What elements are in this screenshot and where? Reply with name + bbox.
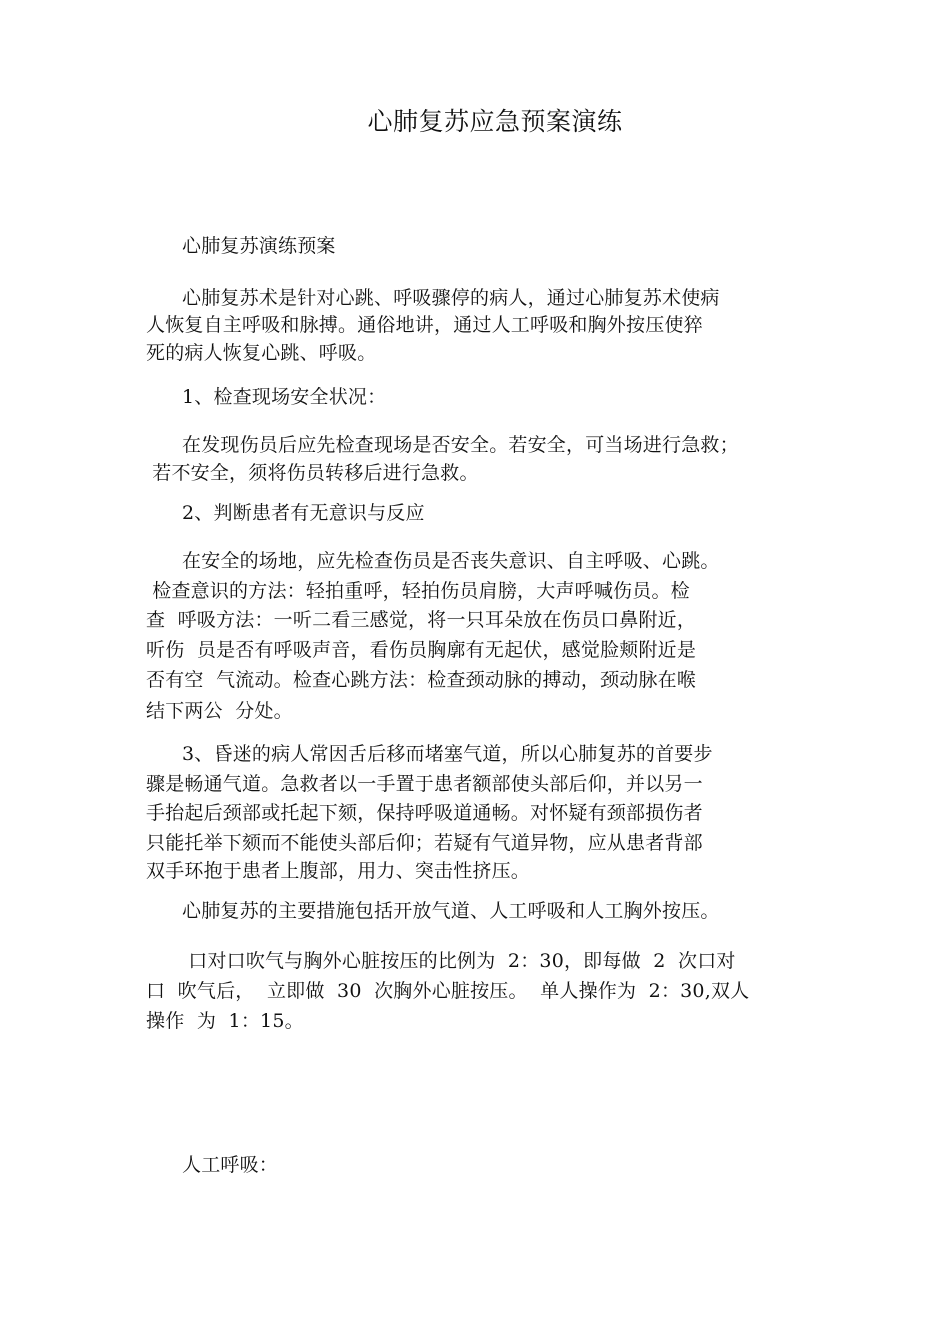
step2-line: 检查意识的方法：轻拍重呼，轻拍伤员肩膀，大声呼喊伤员。检 <box>146 580 690 602</box>
step2-heading: 2、判断患者有无意识与反应 <box>182 502 425 524</box>
ratio-line: 口 吹气后， 立即做 30 次胸外心脏按压。 单人操作为 2：30,双人 <box>146 980 750 1002</box>
step2-line: 查 呼吸方法：一听二看三感觉，将一只耳朵放在伤员口鼻附近， <box>146 609 697 631</box>
artificial-respiration-heading: 人工呼吸： <box>182 1154 279 1176</box>
step3-line: 3、昏迷的病人常因舌后移而堵塞气道，所以心肺复苏的首要步 <box>182 743 713 765</box>
step2-line: 结下两公 分处。 <box>146 700 293 722</box>
page-title: 心肺复苏应急预案演练 <box>367 107 623 136</box>
intro-line: 死的病人恢复心跳、呼吸。 <box>146 342 377 364</box>
intro-line: 人恢复自主呼吸和脉搏。通俗地讲，通过人工呼吸和胸外按压使猝 <box>146 314 703 336</box>
step2-line: 否有空 气流动。检查心跳方法：检查颈动脉的搏动，颈动脉在喉 <box>146 669 697 691</box>
step3-line: 骤是畅通气道。急救者以一手置于患者额部使头部后仰，并以另一 <box>146 773 703 795</box>
step3-line: 双手环抱于患者上腹部，用力、突击性挤压。 <box>146 860 531 882</box>
main-measures-line: 心肺复苏的主要措施包括开放气道、人工呼吸和人工胸外按压。 <box>182 900 720 922</box>
document-subtitle: 心肺复苏演练预案 <box>182 235 336 257</box>
step1-line: 若不安全，须将伤员转移后进行急救。 <box>146 462 479 484</box>
step3-line: 手抬起后颈部或托起下颏，保持呼吸道通畅。对怀疑有颈部损伤者 <box>146 802 703 824</box>
step1-line: 在发现伤员后应先检查现场是否安全。若安全，可当场进行急救； <box>182 434 739 456</box>
ratio-line: 口对口吹气与胸外心脏按压的比例为 2：30，即每做 2 次口对 <box>182 950 736 972</box>
ratio-line: 操作 为 1：15。 <box>146 1010 304 1032</box>
step1-heading: 1、检查现场安全状况： <box>182 386 387 408</box>
step2-line: 在安全的场地，应先检查伤员是否丧失意识、自主呼吸、心跳。 <box>182 550 720 572</box>
intro-line: 心肺复苏术是针对心跳、呼吸骤停的病人，通过心肺复苏术使病 <box>182 287 720 309</box>
step3-line: 只能托举下颏而不能使头部后仰；若疑有气道异物，应从患者背部 <box>146 832 703 854</box>
step2-line: 听伤 员是否有呼吸声音，看伤员胸廓有无起伏，感觉脸颊附近是 <box>146 639 697 661</box>
